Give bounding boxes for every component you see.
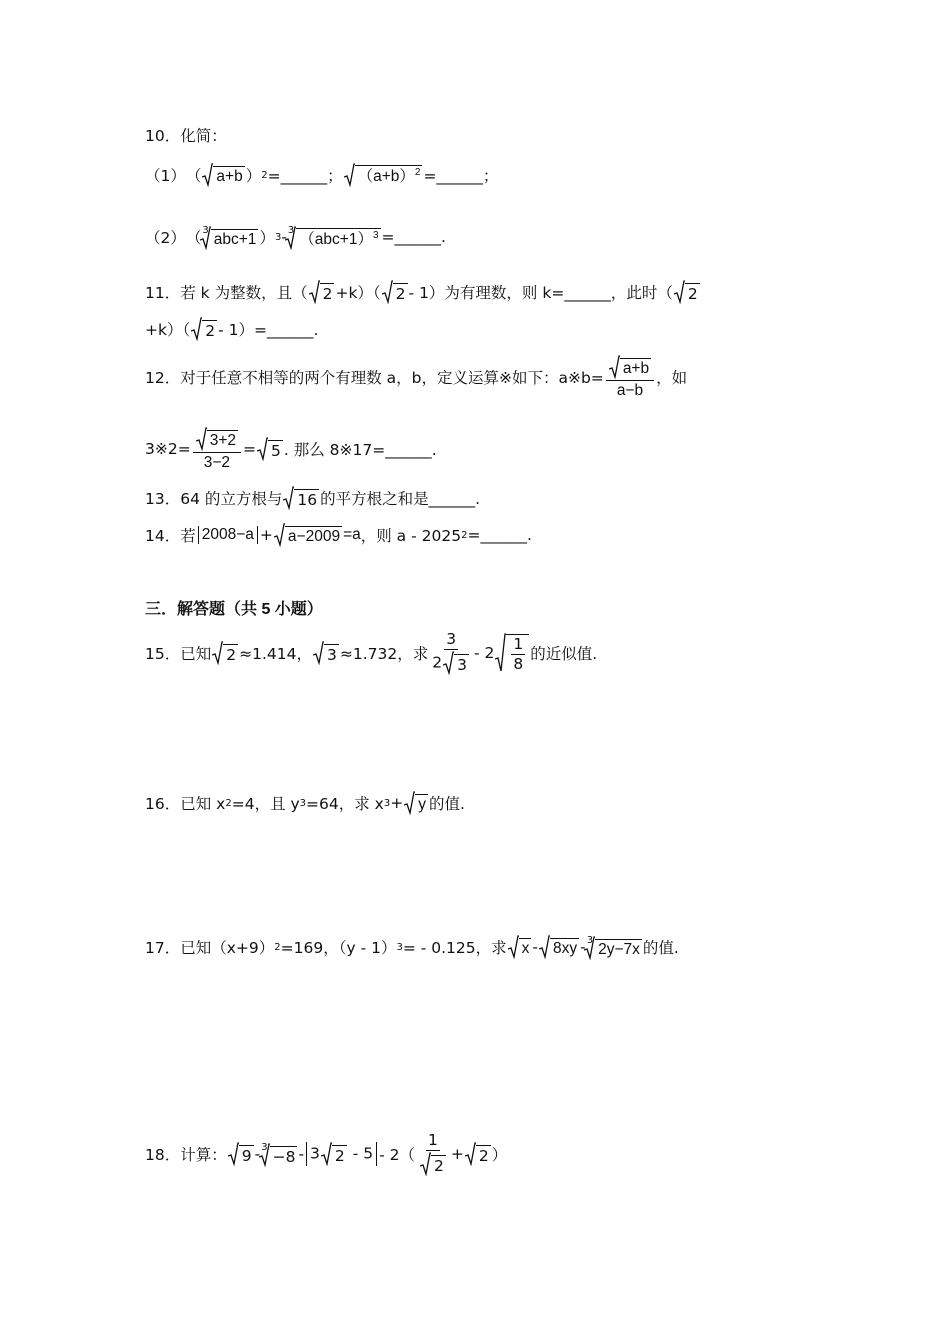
radical-sign-icon [321,1142,332,1166]
text: - 1）为有理数，则 k=______，此时（ [408,284,673,302]
equals-a: =a [343,526,361,543]
radical-sign-icon [191,317,202,341]
q12-line2 [145,432,437,471]
exponent: 3 [396,941,403,953]
radical-sign-icon [283,486,294,510]
root-index: 3 [287,224,295,236]
text: 已知（x+9） [180,939,275,957]
text: 3※2= [145,440,191,458]
coefficient: 3 [310,1144,320,1163]
rparen: ） [259,229,275,247]
text: 若 [180,527,196,545]
q13-line [145,481,480,515]
radical-sign-icon [674,280,685,304]
q11-number: 11． [145,284,181,302]
q10-part1 [145,158,498,192]
text: 的平方根之和是______. [320,490,481,508]
radical-sign-icon [228,1142,239,1166]
q14-line [145,518,532,552]
q14-number: 14． [145,527,181,545]
minus: - [254,1145,261,1163]
coefficient: 2 [432,653,443,672]
rparen: ） [491,1146,508,1164]
exponent: 3 [383,797,391,809]
cbrt-abc-plus-1: 3 abc+1 [202,225,258,250]
q10-part2 [145,220,446,254]
sqrt-y: y [404,791,428,815]
text: =4，且 y [231,795,300,813]
blank-answer: =______. [381,228,446,246]
radical-sign-icon [465,1142,476,1166]
radicand: （a+b） [357,168,415,186]
text: ≈1.414， [239,645,312,663]
denominator: a−b [616,381,644,399]
text: 计算： [180,1146,227,1164]
rparen: ） [245,167,262,185]
text: =______. [467,526,532,544]
radical-sign-icon [404,791,415,815]
sqrt-2: 2 [420,1152,446,1176]
text: . 那么 8※17=______. [283,441,437,459]
sqrt-9: 9 [228,1142,254,1166]
radical-sign-icon [443,651,454,675]
exponent: 2 [274,941,281,953]
fraction-3-over-2sqrt3 [430,631,472,675]
q10-p2-label: （2） [145,229,186,247]
sqrt-8xy: 8xy [539,935,579,959]
radical-sign-icon [274,523,285,547]
q17-line [145,930,679,964]
radical-sign-icon [539,935,550,959]
text: 对于任意不相等的两个有理数 a，b，定义运算※如下：a※b= [180,369,604,387]
radical-sign-icon [212,641,223,665]
fraction-sqrt-a-plus-b-over-a-minus-b [606,355,654,399]
q12-number: 12． [145,369,181,387]
denominator: 8 [513,654,524,673]
radical-sign-icon [202,163,213,187]
sqrt-16: 16 [283,486,319,510]
blank-answer: =______； [267,167,343,185]
section-title: 三．解答题（共 5 小题） [145,600,323,618]
root-index: 3 [261,1141,268,1153]
numerator: 1 [511,636,525,655]
minus: - [532,938,538,956]
sqrt-3: 3 [313,641,339,665]
q18-number: 18． [145,1146,181,1164]
q12-line1 [145,360,688,399]
numerator: 3 [444,631,458,650]
text: +k）（ [335,284,381,302]
fraction-1-over-8 [511,636,525,673]
minus: - [298,1145,305,1163]
sqrt-5: 5 [257,437,283,461]
radicand: （abc+1） [299,230,373,248]
text: 已知 x [180,795,226,813]
q11-line1 [145,275,701,309]
q10-title-line [145,118,227,152]
exponent: 2 [461,529,468,541]
radical-sign-icon [609,355,620,379]
q10-title: 化简： [180,127,227,145]
sqrt-a-minus-2009: a−2009 [274,523,342,547]
text: ≈1.732，求 [339,645,429,663]
sqrt-a-plus-b-squared [344,163,423,187]
radical-sign-icon [382,280,393,304]
minus: - [281,228,287,246]
q17-number: 17． [145,939,181,957]
sqrt-2: 2 [321,1142,347,1166]
lparen: （ [185,167,202,185]
sqrt-3: 3 [443,651,469,675]
radical-sign-icon [309,280,320,304]
exponent: 3 [274,231,282,243]
text: ，则 a - 2025 [360,527,462,545]
sqrt-x: x [508,935,532,959]
radical-sign-icon [313,641,324,665]
text: 的值. [642,939,679,957]
text: 若 k 为整数，且（ [180,284,308,302]
exponent: 2 [414,167,421,179]
text: = - 0.125，求 [402,939,507,957]
fraction-example [193,427,241,471]
radical-sign-icon [420,1152,431,1176]
text: - 5 [347,1144,374,1163]
text: =169，（y - 1） [280,939,397,957]
radical-sign-icon [508,935,519,959]
text: 的近似值. [530,645,598,663]
sqrt-2: 2 [309,280,335,304]
radical-sign-icon [196,427,207,451]
plus: + [450,1145,464,1163]
minus: - [580,938,586,956]
cbrt-2y-minus-7x: 3 2y−7x [587,935,642,960]
exponent: 2 [225,797,232,809]
plus: + [390,794,404,812]
blank-answer: =______； [423,167,499,185]
radical-sign-icon [344,163,355,187]
q15-number: 15． [145,645,181,663]
text: 已知 [180,645,212,663]
fraction-1-over-sqrt2 [417,1132,449,1176]
sqrt-2: 2 [212,641,238,665]
section-3-heading [145,590,323,624]
q11-line2 [145,312,318,346]
exponent: 3 [299,797,307,809]
cbrt-minus-8: 3 −8 [261,1142,297,1167]
q13-number: 13． [145,490,181,508]
q15-line [145,629,598,675]
denominator: 3−2 [203,453,230,471]
exponent: 2 [261,169,268,181]
absolute-value: 2008−a [198,526,258,544]
text: +k）（ [145,321,191,339]
sqrt-1-over-8 [495,633,529,673]
equals: = [243,440,256,458]
text: - 1）=______. [218,321,319,339]
root-index: 3 [202,224,209,236]
numerator: 1 [426,1132,440,1151]
text: ，如 [656,369,688,387]
cbrt-abc-plus-1-cubed [288,225,381,250]
absolute-value [306,1142,377,1166]
text: - 2 [474,644,495,662]
text: - 2（ [379,1146,415,1164]
root-index: 3 [586,934,594,946]
sqrt-2: 2 [382,280,408,304]
radical-sign-icon [495,633,506,673]
sqrt-2: 2 [191,317,217,341]
text: =64，求 x [306,795,384,813]
text: 64 的立方根与 [180,490,283,508]
sqrt-3-plus-2: 3+2 [196,427,238,451]
q18-line [145,1130,508,1176]
text: 的值. [428,795,465,813]
q10-p1-label: （1） [145,167,186,185]
exponent: 3 [372,229,379,241]
q16-number: 16． [145,795,181,813]
plus: + [259,526,273,544]
sqrt-2: 2 [465,1142,491,1166]
sqrt-a-plus-b: a+b [609,355,651,379]
q10-number: 10． [145,127,181,145]
q16-line [145,786,465,820]
lparen: （ [185,229,202,247]
sqrt-a-plus-b: a+b [202,163,244,187]
sqrt-2: 2 [674,280,700,304]
radical-sign-icon [257,437,268,461]
